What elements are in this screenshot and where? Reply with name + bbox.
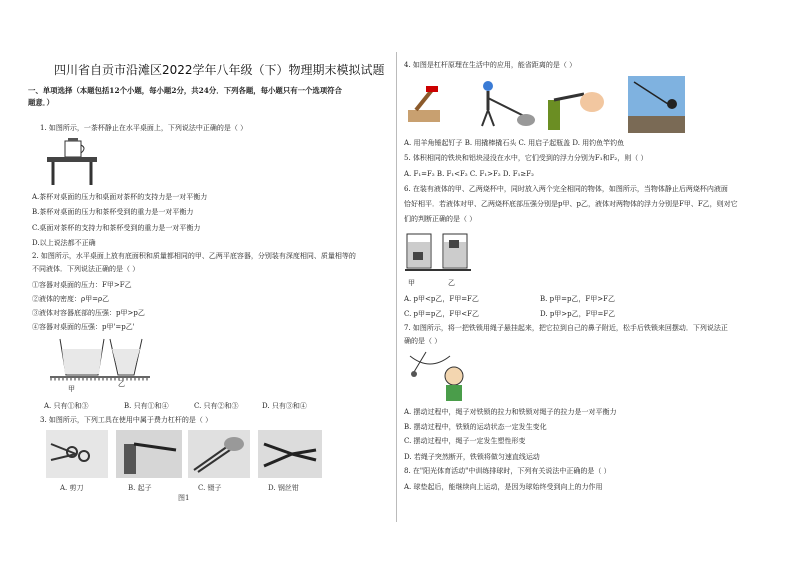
q8-option-a: A. 球垫起后，能继续向上运动，是因为球始终受到向上的力作用 bbox=[404, 483, 603, 491]
bottle-opener-photo bbox=[116, 430, 182, 478]
q3-stem: 3. 如图所示，下列工具在使用中属于费力杠杆的是（ ） bbox=[40, 416, 213, 424]
q3-caption-b: B. 起子 bbox=[128, 484, 152, 492]
q5-options: A. F₁=F₂ B. F₁<F₂ C. F₁>F₂ D. F₁≥F₂ bbox=[404, 170, 534, 178]
section-heading: 一、单项选择（本题包括12个小题，每小题2分，共24分．下列各题，每小题只有一个选项符合 bbox=[28, 86, 342, 95]
q7-stem: 7. 如图所示，将一把铁锁用绳子悬挂起来，把它拉到自己的鼻子附近，松手后铁锁来回摆动．下列说法正 bbox=[404, 324, 728, 332]
q3-caption-d: D. 钢丝钳 bbox=[268, 484, 299, 492]
q6-option-a: A. p甲<p乙，F甲=F乙 bbox=[404, 295, 479, 303]
q2-option-d: D. 只有③和④ bbox=[262, 402, 307, 410]
q4-stem: 4. 如图是杠杆原理在生活中的应用，能省距离的是（ ） bbox=[404, 61, 577, 69]
q2-label-a: 甲 bbox=[68, 385, 75, 393]
q2-option-b: B. 只有①和④ bbox=[124, 402, 169, 410]
q5-stem: 5. 体积相同的铁块和铝块浸没在水中，它们受到的浮力分别为F₁和F₂，则（ ） bbox=[404, 154, 648, 162]
q7-option-c: C. 摆动过程中，绳子一定发生塑性形变 bbox=[404, 437, 526, 445]
bottle-opener-image bbox=[544, 86, 604, 134]
section-heading-cont: 题意．） bbox=[28, 98, 54, 107]
q7-stem-cont: 确的是（ ） bbox=[404, 337, 442, 345]
teacup-table-figure bbox=[45, 137, 105, 189]
wire-pliers-photo bbox=[258, 430, 322, 478]
q2-stem: 2. 如图所示，水平桌面上放有底面积和质量都相同的甲、乙两平底容器，分别装有深度相同、质量相等的 bbox=[32, 252, 356, 260]
q3-caption-c: C. 镊子 bbox=[198, 484, 222, 492]
q1-stem: 1. 如图所示，一茶杯静止在水平桌面上，下列说法中正确的是（ ） bbox=[40, 124, 248, 132]
q7-option-b: B. 摆动过程中，铁锁的运动状态一定发生变化 bbox=[404, 423, 547, 431]
q6-option-b: B. p甲=p乙，F甲>F乙 bbox=[540, 295, 616, 303]
q7-option-d: D. 若绳子突然断开，铁锁将做匀速直线运动 bbox=[404, 453, 540, 461]
q2-stem-cont: 不同液体．下列说法正确的是（ ） bbox=[32, 265, 140, 273]
q3-figure-label: 图1 bbox=[178, 494, 190, 502]
q2-option-a: A. 只有①和③ bbox=[44, 402, 89, 410]
q6-option-c: C. p甲=p乙，F甲<F乙 bbox=[404, 310, 479, 318]
q1-option-b: B.茶杯对桌面的压力和茶杯受到的重力是一对平衡力 bbox=[32, 208, 194, 216]
q6-stem-cont2: 们的判断正确的是（ ） bbox=[404, 215, 477, 223]
column-divider bbox=[396, 52, 397, 522]
fishing-rod-image bbox=[628, 76, 685, 133]
crowbar-worker-image bbox=[474, 78, 536, 130]
q2-label-b: 乙 bbox=[118, 380, 125, 388]
page-title: 四川省自贡市沿滩区2022学年八年级（下）物理期末模拟试题 bbox=[54, 63, 385, 77]
q6-label-b: 乙 bbox=[448, 279, 455, 287]
claw-hammer-image bbox=[404, 86, 444, 126]
scissors-photo bbox=[46, 430, 108, 478]
beakers-figure bbox=[405, 232, 475, 276]
q1-option-d: D.以上说法都不正确 bbox=[32, 239, 96, 247]
q3-caption-a: A. 剪刀 bbox=[60, 484, 84, 492]
tweezers-photo bbox=[188, 430, 250, 478]
containers-figure bbox=[50, 337, 155, 387]
q1-option-a: A.茶杯对桌面的压力和桌面对茶杯的支持力是一对平衡力 bbox=[32, 193, 208, 201]
q1-option-c: C.桌面对茶杯的支持力和茶杯受到的重力是一对平衡力 bbox=[32, 224, 201, 232]
q2-item-2: ②液体的密度：ρ甲=ρ乙 bbox=[32, 295, 110, 303]
q6-label-a: 甲 bbox=[408, 279, 415, 287]
q7-option-a: A. 摆动过程中，绳子对铁锁的拉力和铁锁对绳子的拉力是一对平衡力 bbox=[404, 408, 617, 416]
q6-stem: 6. 在装有液体的甲、乙两烧杯中，同时放入两个完全相同的物体，如图所示，当物体静止后两烧杯内液面 bbox=[404, 185, 728, 193]
q2-item-3: ③液体对容器底部的压强：p甲>p乙 bbox=[32, 309, 145, 317]
q2-option-c: C. 只有②和③ bbox=[194, 402, 239, 410]
q6-stem-cont: 恰好相平．若液体对甲、乙两烧杯底部压强分别是p甲、p乙，液体对两物体的浮力分别是F甲、F乙，则对它 bbox=[404, 200, 738, 208]
q6-option-d: D. p甲>p乙，F甲=F乙 bbox=[540, 310, 616, 318]
pendulum-lock-figure bbox=[406, 352, 472, 402]
q2-item-1: ①容器对桌面的压力：F甲>F乙 bbox=[32, 281, 132, 289]
q8-stem: 8. 在"阳光体育活动"中训练排球时，下列有关说法中正确的是（ ） bbox=[404, 467, 611, 475]
q2-item-4: ④容器对桌面的压强：p甲'=p乙' bbox=[32, 323, 135, 331]
q4-options: A. 用羊角锤起钉子 B. 用撬棒撬石头 C. 用启子起瓶盖 D. 用钓鱼竿钓鱼 bbox=[404, 139, 625, 147]
